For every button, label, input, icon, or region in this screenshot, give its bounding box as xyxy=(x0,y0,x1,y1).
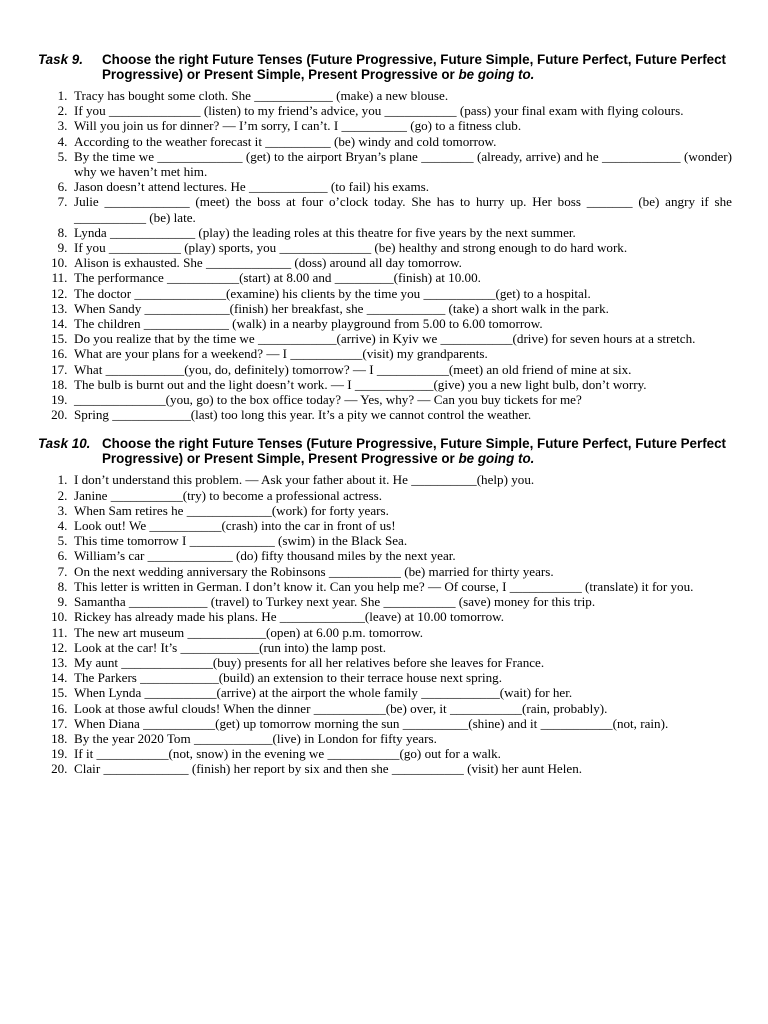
item-sentence: What are your plans for a weekend? — I ___________(visit) my grandparents. xyxy=(74,346,488,362)
worksheet-page xyxy=(38,52,732,791)
item-sentence: Janine ___________(try) to become a professional actress. xyxy=(74,487,382,503)
exercise-item xyxy=(38,225,732,240)
item-sentence: This letter is written in German. I don’t know it. Can you help me? — Of course, I ___________ (translate) it for you. xyxy=(74,578,694,594)
item-sentence: Look out! We ___________(crash) into the car in front of us! xyxy=(74,518,396,534)
exercise-item xyxy=(38,640,732,655)
item-sentence: Will you join us for dinner? — I’m sorry, I can’t. I __________ (go) to a fitness club. xyxy=(74,118,522,134)
item-sentence: The new art museum ____________(open) at 6.00 p.m. tomorrow. xyxy=(74,624,423,640)
item-sentence: My aunt ______________(buy) presents for all her relatives before she leaves for France. xyxy=(74,654,545,670)
item-number: 5. xyxy=(57,148,74,164)
exercise-item xyxy=(38,716,732,731)
exercise-item xyxy=(38,149,732,179)
exercise-item xyxy=(38,179,732,194)
item-number: 6. xyxy=(57,179,74,195)
item-number: 15. xyxy=(51,331,74,347)
item-number: 4. xyxy=(57,518,74,534)
item-number: 19. xyxy=(51,392,74,408)
item-sentence: Clair _____________ (finish) her report by six and then she ___________ (visit) her aunt Helen. xyxy=(74,761,583,777)
item-number: 10. xyxy=(51,609,74,625)
item-sentence: ______________(you, go) to the box office today? — Yes, why? — Can you buy tickets for me? xyxy=(74,392,582,408)
exercise-item xyxy=(38,625,732,640)
exercise-item xyxy=(38,103,732,118)
item-number: 19. xyxy=(51,746,74,762)
item-number: 20. xyxy=(51,761,74,777)
exercise-item xyxy=(38,518,732,533)
exercise-item xyxy=(38,194,732,224)
item-number: 1. xyxy=(57,472,74,488)
item-sentence: If it ___________(not, snow) in the evening we ___________(go) out for a walk. xyxy=(74,746,501,762)
item-number: 1. xyxy=(57,88,74,103)
item-number: 16. xyxy=(51,700,74,716)
task-9 xyxy=(38,52,732,422)
item-number: 15. xyxy=(51,685,74,701)
exercise-item xyxy=(38,255,732,270)
item-sentence: Look at the car! It’s ____________(run into) the lamp post. xyxy=(74,639,387,655)
item-number: 10. xyxy=(51,255,74,271)
exercise-item xyxy=(38,270,732,285)
exercise-list xyxy=(38,472,732,776)
exercise-item xyxy=(38,118,732,133)
exercise-item xyxy=(38,731,732,746)
exercise-item xyxy=(38,377,732,392)
item-number: 7. xyxy=(57,194,74,210)
item-number: 17. xyxy=(51,361,74,377)
item-number: 3. xyxy=(57,118,74,134)
item-number: 9. xyxy=(57,594,74,610)
item-number: 5. xyxy=(57,533,74,549)
exercise-item xyxy=(38,746,732,761)
exercise-item xyxy=(38,286,732,301)
item-number: 8. xyxy=(57,578,74,594)
exercise-item xyxy=(38,346,732,361)
item-sentence: Do you realize that by the time we ____________(arrive) in Kyiv we ___________(drive) for seven hours at a stretch. xyxy=(74,331,696,347)
item-sentence: I don’t understand this problem. — Ask your father about it. He __________(help) you. xyxy=(74,472,535,488)
item-number: 11. xyxy=(51,624,74,640)
item-number: 13. xyxy=(51,300,74,316)
exercise-item xyxy=(38,240,732,255)
item-sentence: The bulb is burnt out and the light doesn’t work. — I ____________(give) you a new light bulb, don’t worry. xyxy=(74,376,647,392)
item-sentence: When Sam retires he _____________(work) for forty years. xyxy=(74,502,389,518)
item-sentence: Rickey has already made his plans. He _____________(leave) at 10.00 tomorrow. xyxy=(74,609,505,625)
item-sentence: By the time we _____________ (get) to the airport Bryan’s plane ________ (already, arrive) and he ____________ (wonder) why we haven’t met him. xyxy=(74,148,732,180)
item-sentence: The performance ___________(start) at 8.00 and _________(finish) at 10.00. xyxy=(74,270,481,286)
item-number: 2. xyxy=(57,103,74,119)
item-number: 2. xyxy=(57,487,74,503)
item-number: 12. xyxy=(51,285,74,301)
item-number: 8. xyxy=(57,224,74,240)
item-sentence: Tracy has bought some cloth. She ____________ (make) a new blouse. xyxy=(74,88,449,103)
item-number: 14. xyxy=(51,670,74,686)
item-number: 9. xyxy=(57,240,74,256)
item-sentence: Lynda _____________ (play) the leading roles at this theatre for five years by the next summer. xyxy=(74,224,576,240)
item-number: 12. xyxy=(51,639,74,655)
exercise-item xyxy=(38,407,732,422)
exercise-item xyxy=(38,685,732,700)
task-instructions xyxy=(102,52,732,82)
exercise-item xyxy=(38,533,732,548)
exercise-item xyxy=(38,579,732,594)
item-number: 11. xyxy=(51,270,74,286)
item-sentence: William’s car _____________ (do) fifty thousand miles by the next year. xyxy=(74,548,456,564)
item-sentence: The doctor ______________(examine) his clients by the time you ___________(get) to a hospital. xyxy=(74,285,591,301)
exercise-item xyxy=(38,564,732,579)
instructions-italic: be going to. xyxy=(458,451,535,467)
item-sentence: Alison is exhausted. She _____________ (doss) around all day tomorrow. xyxy=(74,255,462,271)
item-sentence: Jason doesn’t attend lectures. He ____________ (to fail) his exams. xyxy=(74,179,430,195)
exercise-item xyxy=(38,701,732,716)
item-number: 3. xyxy=(57,502,74,518)
exercise-item xyxy=(38,503,732,518)
item-sentence: When Sandy _____________(finish) her breakfast, she ____________ (take) a short walk in the park. xyxy=(74,300,609,316)
exercise-item xyxy=(38,609,732,624)
exercise-item xyxy=(38,88,732,103)
item-sentence: When Lynda ___________(arrive) at the airport the whole family ____________(wait) for her. xyxy=(74,685,573,701)
task-heading xyxy=(38,52,732,82)
instructions-text: Choose the right Future Tenses (Future Progressive, Future Simple, Future Perfect, Future Perfect Progressive) or Present Simple, Present Progressive or xyxy=(102,436,727,467)
exercise-item xyxy=(38,392,732,407)
item-sentence: The Parkers ____________(build) an extension to their terrace house next spring. xyxy=(74,670,502,686)
item-number: 13. xyxy=(51,654,74,670)
exercise-item xyxy=(38,472,732,487)
item-number: 6. xyxy=(57,548,74,564)
item-sentence: On the next wedding anniversary the Robinsons ___________ (be) married for thirty years. xyxy=(74,563,554,579)
task-label: Task 9. xyxy=(38,52,83,67)
item-number: 17. xyxy=(51,715,74,731)
task-heading xyxy=(38,436,732,466)
exercise-item xyxy=(38,548,732,563)
exercise-item xyxy=(38,331,732,346)
exercise-item xyxy=(38,488,732,503)
exercise-item xyxy=(38,655,732,670)
exercise-item xyxy=(38,301,732,316)
item-sentence: When Diana ___________(get) up tomorrow morning the sun __________(shine) and it ___________(not, rain). xyxy=(74,715,669,731)
item-number: 20. xyxy=(51,407,74,423)
item-sentence: This time tomorrow I _____________ (swim) in the Black Sea. xyxy=(74,533,408,549)
exercise-list xyxy=(38,88,732,422)
instructions-italic: be going to. xyxy=(458,67,535,82)
item-number: 18. xyxy=(51,376,74,392)
item-sentence: If you ______________ (listen) to my friend’s advice, you ___________ (pass) your final exam with flying colours. xyxy=(74,103,684,119)
exercise-item xyxy=(38,670,732,685)
item-sentence: What ____________(you, do, definitely) tomorrow? — I ___________(meet) an old friend of mine at six. xyxy=(74,361,632,377)
item-sentence: Spring ____________(last) too long this year. It’s a pity we cannot control the weather. xyxy=(74,407,532,423)
task-10 xyxy=(38,436,732,776)
exercise-item xyxy=(38,134,732,149)
item-sentence: Samantha ____________ (travel) to Turkey next year. She ___________ (save) money for this trip. xyxy=(74,594,596,610)
exercise-item xyxy=(38,362,732,377)
item-sentence: Look at those awful clouds! When the dinner ___________(be) over, it ___________(rain, probably). xyxy=(74,700,608,716)
item-sentence: If you ___________ (play) sports, you ______________ (be) healthy and strong enough to do hard work. xyxy=(74,240,628,256)
task-instructions xyxy=(102,436,732,466)
item-number: 14. xyxy=(51,316,74,332)
item-sentence: The children _____________ (walk) in a nearby playground from 5.00 to 6.00 tomorrow. xyxy=(74,316,543,332)
exercise-item xyxy=(38,761,732,776)
item-sentence: By the year 2020 Tom ____________(live) in London for fifty years. xyxy=(74,730,437,746)
item-number: 7. xyxy=(57,563,74,579)
exercise-item xyxy=(38,316,732,331)
item-number: 16. xyxy=(51,346,74,362)
item-sentence: Julie _____________ (meet) the boss at four o’clock today. She has to hurry up. Her boss _______ (be) angry if she ___________ (be) late. xyxy=(74,194,732,225)
item-number: 18. xyxy=(51,730,74,746)
instructions-text: Choose the right Future Tenses (Future Progressive, Future Simple, Future Perfect, Future Perfect Progressive) or Present Simple, Present Progressive or xyxy=(102,52,727,82)
exercise-item xyxy=(38,594,732,609)
item-sentence: According to the weather forecast it __________ (be) windy and cold tomorrow. xyxy=(74,133,497,149)
task-label: Task 10. xyxy=(38,436,91,452)
item-number: 4. xyxy=(57,133,74,149)
